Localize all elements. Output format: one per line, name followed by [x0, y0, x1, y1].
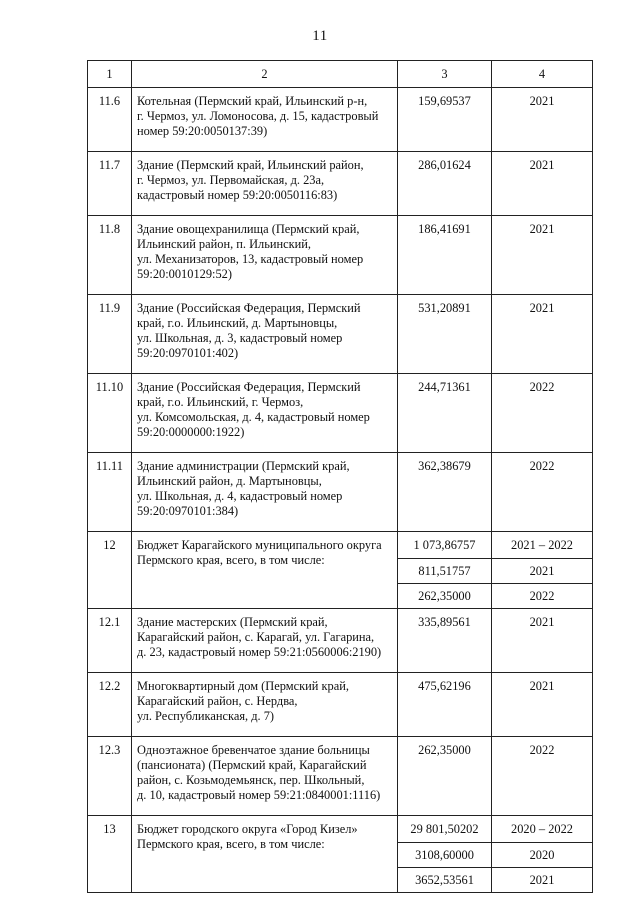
row-description-cell: [132, 737, 398, 816]
year-cell: 2021: [492, 295, 593, 374]
row-description-cell: [132, 216, 398, 295]
description-line: г. Чермоз, ул. Ломоносова, д. 15, кадастровый: [137, 109, 379, 123]
description-line: Карагайский район, с. Карагай, ул. Гагарина,: [137, 630, 375, 644]
row-description-cell: [132, 88, 398, 152]
row-number-cell: 11.9: [88, 295, 132, 374]
amount-cell: 186,41691: [398, 216, 492, 295]
table-row: [88, 609, 593, 673]
row-number-cell: 11.7: [88, 152, 132, 216]
header-cell-col1: 1: [88, 61, 132, 88]
header-cell-col4: 4: [492, 61, 593, 88]
description-line: ул. Школьная, д. 3, кадастровый номер: [137, 331, 343, 345]
table-row: [88, 88, 593, 152]
description-line: ул. Школьная, д. 4, кадастровый номер: [137, 489, 343, 503]
description-line: Котельная (Пермский край, Ильинский р-н,: [137, 94, 368, 108]
amount-cell: 262,35000: [398, 584, 492, 609]
amount-cell: 262,35000: [398, 737, 492, 816]
description-line: (пансионата) (Пермский край, Карагайский: [137, 758, 367, 772]
description-line: 59:20:0970101:402): [137, 346, 239, 360]
row-description-cell: [132, 816, 398, 893]
year-cell: 2022: [492, 584, 593, 609]
row-number-cell: 12: [88, 532, 132, 609]
year-cell: 2022: [492, 737, 593, 816]
year-cell: 2022: [492, 453, 593, 532]
year-cell: 2020: [492, 843, 593, 868]
year-cell: 2022: [492, 374, 593, 453]
header-cell-col2: 2: [132, 61, 398, 88]
description-line: Здание администрации (Пермский край,: [137, 459, 350, 473]
description-line: район, с. Козьмодемьянск, пер. Школьный,: [137, 773, 365, 787]
row-description-cell: [132, 374, 398, 453]
description-line: 59:20:0970101:384): [137, 504, 239, 518]
description-line: Здание мастерских (Пермский край,: [137, 615, 328, 629]
table-row: [88, 374, 593, 453]
year-cell: 2021 – 2022: [492, 532, 593, 559]
description-line: Карагайский район, с. Нердва,: [137, 694, 298, 708]
amount-cell: 244,71361: [398, 374, 492, 453]
year-cell: 2021: [492, 216, 593, 295]
description-line: ул. Механизаторов, 13, кадастровый номер: [137, 252, 364, 266]
amount-cell: 29 801,50202: [398, 816, 492, 843]
table-header-row: [88, 61, 593, 88]
description-line: д. 23, кадастровый номер 59:21:0560006:2190): [137, 645, 382, 659]
row-number-cell: 12.3: [88, 737, 132, 816]
row-number-cell: 12.2: [88, 673, 132, 737]
description-line: ул. Комсомольская, д. 4, кадастровый номер: [137, 410, 370, 424]
description-line: край, г.о. Ильинский, г. Чермоз,: [137, 395, 304, 409]
header-cell-col3: 3: [398, 61, 492, 88]
table-row: [88, 453, 593, 532]
row-number-cell: 11.11: [88, 453, 132, 532]
description-line: Здание (Российская Федерация, Пермский: [137, 380, 361, 394]
description-line: Здание (Российская Федерация, Пермский: [137, 301, 361, 315]
row-description-cell: [132, 453, 398, 532]
amount-cell: 159,69537: [398, 88, 492, 152]
table-row: [88, 816, 593, 843]
table-body: [88, 61, 593, 893]
page-number: 11: [312, 28, 328, 44]
amount-cell: 362,38679: [398, 453, 492, 532]
row-number-cell: 11.6: [88, 88, 132, 152]
amount-cell: 1 073,86757: [398, 532, 492, 559]
description-line: Бюджет городского округа «Город Кизел»: [137, 822, 358, 836]
amount-cell: 475,62196: [398, 673, 492, 737]
year-cell: 2021: [492, 88, 593, 152]
year-cell: 2020 – 2022: [492, 816, 593, 843]
description-line: ул. Республиканская, д. 7): [137, 709, 275, 723]
row-description-cell: [132, 295, 398, 374]
description-line: Пермского края, всего, в том числе:: [137, 837, 325, 851]
row-number-cell: 11.8: [88, 216, 132, 295]
description-line: кадастровый номер 59:20:0050116:83): [137, 188, 338, 202]
description-line: Ильинский район, п. Ильинский,: [137, 237, 312, 251]
year-cell: 2021: [492, 868, 593, 893]
description-line: г. Чермоз, ул. Первомайская, д. 23а,: [137, 173, 325, 187]
description-line: Здание (Пермский край, Ильинский район,: [137, 158, 364, 172]
description-line: Пермского края, всего, в том числе:: [137, 553, 325, 567]
year-cell: 2021: [492, 609, 593, 673]
description-line: д. 10, кадастровый номер 59:21:0840001:1116): [137, 788, 381, 802]
amount-cell: 286,01624: [398, 152, 492, 216]
description-line: Здание овощехранилища (Пермский край,: [137, 222, 360, 236]
amount-cell: 811,51757: [398, 559, 492, 584]
row-number-cell: 12.1: [88, 609, 132, 673]
row-description-cell: [132, 152, 398, 216]
description-line: 59:20:0010129:52): [137, 267, 232, 281]
description-line: Одноэтажное бревенчатое здание больницы: [137, 743, 370, 757]
year-cell: 2021: [492, 673, 593, 737]
row-number-cell: 11.10: [88, 374, 132, 453]
amount-cell: 335,89561: [398, 609, 492, 673]
table-row: [88, 152, 593, 216]
description-line: Бюджет Карагайского муниципального округа: [137, 538, 382, 552]
table-row: [88, 673, 593, 737]
description-line: 59:20:0000000:1922): [137, 425, 245, 439]
row-description-cell: [132, 673, 398, 737]
description-line: Многоквартирный дом (Пермский край,: [137, 679, 349, 693]
description-line: Ильинский район, д. Мартыновцы,: [137, 474, 322, 488]
row-number-cell: 13: [88, 816, 132, 893]
table-row: [88, 295, 593, 374]
table-row: [88, 737, 593, 816]
row-description-cell: [132, 532, 398, 609]
table-row: [88, 216, 593, 295]
year-cell: 2021: [492, 152, 593, 216]
table-row: [88, 532, 593, 559]
year-cell: 2021: [492, 559, 593, 584]
description-line: номер 59:20:0050137:39): [137, 124, 268, 138]
description-line: край, г.о. Ильинский, д. Мартыновцы,: [137, 316, 338, 330]
row-description-cell: [132, 609, 398, 673]
amount-cell: 3652,53561: [398, 868, 492, 893]
budget-table: [87, 60, 593, 893]
amount-cell: 531,20891: [398, 295, 492, 374]
amount-cell: 3108,60000: [398, 843, 492, 868]
